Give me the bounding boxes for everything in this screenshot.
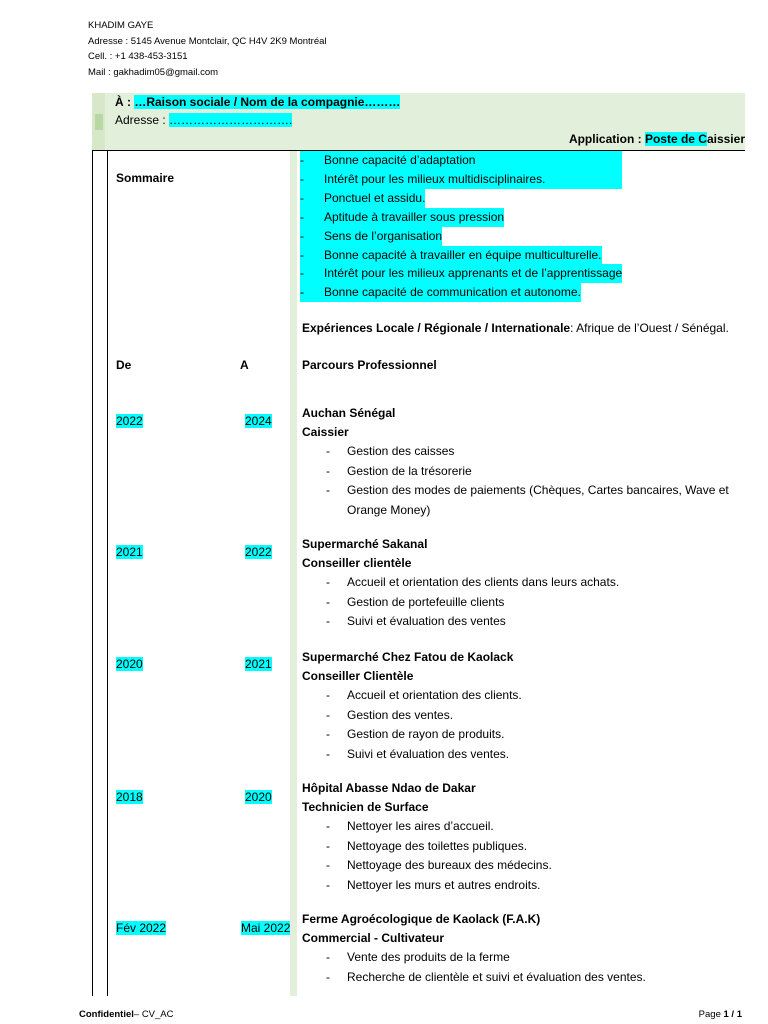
- job-role: Commercial - Cultivateur: [302, 931, 445, 945]
- job-from-year: Fév 2022: [116, 921, 167, 935]
- job-entry: [302, 535, 619, 632]
- job-to-year: 2020: [245, 790, 272, 804]
- job-entry: [302, 404, 729, 520]
- job-company: Auchan Sénégal: [302, 406, 396, 420]
- job-company: Supermarché Sakanal: [302, 537, 428, 551]
- job-entry: [302, 779, 552, 895]
- job-task: - Vente des produits de la ferme: [326, 950, 510, 964]
- job-from-year: 2018: [116, 790, 143, 804]
- application-line: [569, 132, 745, 146]
- job-entry: [302, 910, 646, 987]
- recipient-address-value: ………………………….: [169, 113, 293, 127]
- job-role: Caissier: [302, 425, 349, 439]
- job-to-year: Mai 2022: [241, 921, 291, 935]
- sender-block: [88, 18, 327, 80]
- application-value-part2: aissier: [706, 132, 745, 146]
- job-task: - Suivi et évaluation des ventes.: [326, 746, 510, 761]
- recipient-address-line: [115, 113, 292, 127]
- job-from-year: 2020: [116, 657, 143, 671]
- frame-left-inner-border: [107, 150, 108, 996]
- sender-address: Adresse : 5145 Avenue Montclair, QC H4V 2K9 Montréal: [88, 35, 327, 47]
- recipient-name-line: [115, 95, 400, 109]
- job-task-list: [302, 948, 646, 987]
- column-path-heading: Parcours Professionnel: [302, 358, 437, 372]
- job-to-year: 2022: [245, 545, 272, 559]
- job-task: - Gestion des modes de paiements (Chèques, Cartes bancaires, Wave et: [326, 483, 729, 497]
- job-role: Conseiller clientèle: [302, 556, 412, 570]
- experience-scope: [302, 321, 729, 335]
- summary-list: [300, 151, 622, 302]
- summary-item: - Aptitude à travailler sous pression: [300, 208, 504, 227]
- footer-page-prefix: Page: [698, 1009, 724, 1020]
- frame-left-border: [92, 150, 93, 996]
- application-value-part1: Poste de C: [644, 132, 707, 146]
- job-task: - Accueil et orientation des clients dans leurs achats.: [326, 575, 620, 589]
- job-task-list: [302, 573, 619, 632]
- job-company: Hôpital Abasse Ndao de Dakar: [302, 781, 476, 795]
- application-label: Application :: [568, 132, 645, 146]
- job-task: - Gestion des ventes.: [326, 707, 454, 722]
- sender-name: KHADIM GAYE: [88, 20, 154, 31]
- job-task: - Suivi et évaluation des ventes: [326, 614, 506, 628]
- summary-heading: Sommaire: [116, 171, 175, 185]
- job-task: - Gestion des caisses: [326, 444, 455, 458]
- job-from-year: 2022: [116, 414, 143, 428]
- recipient-box: [92, 93, 745, 150]
- job-task-list: [302, 442, 729, 520]
- summary-item: - Bonne capacité d’adaptation: [300, 151, 622, 170]
- footer-confidential: [79, 1009, 174, 1020]
- recipient-stripe-mark: [95, 114, 103, 130]
- column-to-heading: A: [240, 358, 249, 372]
- job-role: Conseiller Clientèle: [302, 669, 414, 683]
- footer-confidential-label: Confidentiel: [79, 1009, 134, 1020]
- job-company: Ferme Agroécologique de Kaolack (F.A.K): [302, 912, 541, 926]
- experience-scope-value: : Afrique de l’Ouest / Sénégal.: [570, 321, 729, 335]
- recipient-to-prefix: À :: [115, 95, 135, 109]
- job-to-year: 2021: [245, 657, 272, 671]
- summary-item: - Bonne capacité de communication et autonome.: [300, 283, 581, 302]
- job-from-year: 2021: [116, 545, 143, 559]
- job-task: - Nettoyage des toilettes publiques.: [326, 838, 528, 853]
- summary-item: - Intérêt pour les milieux apprenants et de l’apprentissage: [300, 264, 622, 283]
- recipient-to-value: …Raison sociale / Nom de la compagnie………: [134, 95, 401, 109]
- job-task: - Nettoyer les aires d’accueil.: [326, 819, 494, 833]
- job-task: - Gestion de portefeuille clients: [326, 594, 505, 609]
- column-from-heading: De: [116, 358, 132, 372]
- job-task: - Recherche de clientèle et suivi et évaluation des ventes.: [326, 969, 646, 984]
- sender-email: Mail : gakhadim05@gmail.com: [88, 66, 219, 78]
- sender-phone: Cell. : +1 438-453-3151: [88, 51, 188, 62]
- job-task: - Gestion de la trésorerie: [326, 463, 472, 478]
- job-task: - Nettoyer les murs et autres endroits.: [326, 877, 541, 892]
- job-task-list: [302, 686, 522, 764]
- job-company: Supermarché Chez Fatou de Kaolack: [302, 650, 514, 664]
- summary-item: - Sens de l’organisation: [300, 227, 442, 246]
- job-to-year: 2024: [245, 414, 272, 428]
- job-entry: [302, 648, 522, 764]
- summary-item: - Intérêt pour les milieux multidisciplinaires.: [300, 170, 622, 189]
- job-role: Technicien de Surface: [302, 800, 429, 814]
- job-task: - Gestion de rayon de produits.: [326, 727, 505, 741]
- job-task-continuation: Orange Money): [347, 502, 431, 517]
- summary-item: - Ponctuel et assidu.: [300, 189, 425, 208]
- footer-page-value: 1 / 1: [723, 1009, 742, 1020]
- summary-item: - Bonne capacité à travailler en équipe multiculturelle.: [300, 246, 602, 265]
- footer-page-number: [699, 1009, 742, 1020]
- recipient-address-label: Adresse :: [115, 113, 170, 127]
- job-task: - Accueil et orientation des clients.: [326, 688, 522, 702]
- job-task: - Nettoyage des bureaux des médecins.: [326, 858, 552, 872]
- column-separator: [290, 151, 297, 996]
- job-task-list: [302, 817, 552, 895]
- experience-scope-label: Expériences Locale / Régionale / Internationale: [302, 321, 571, 335]
- footer-confidential-code: – CV_AC: [133, 1009, 174, 1020]
